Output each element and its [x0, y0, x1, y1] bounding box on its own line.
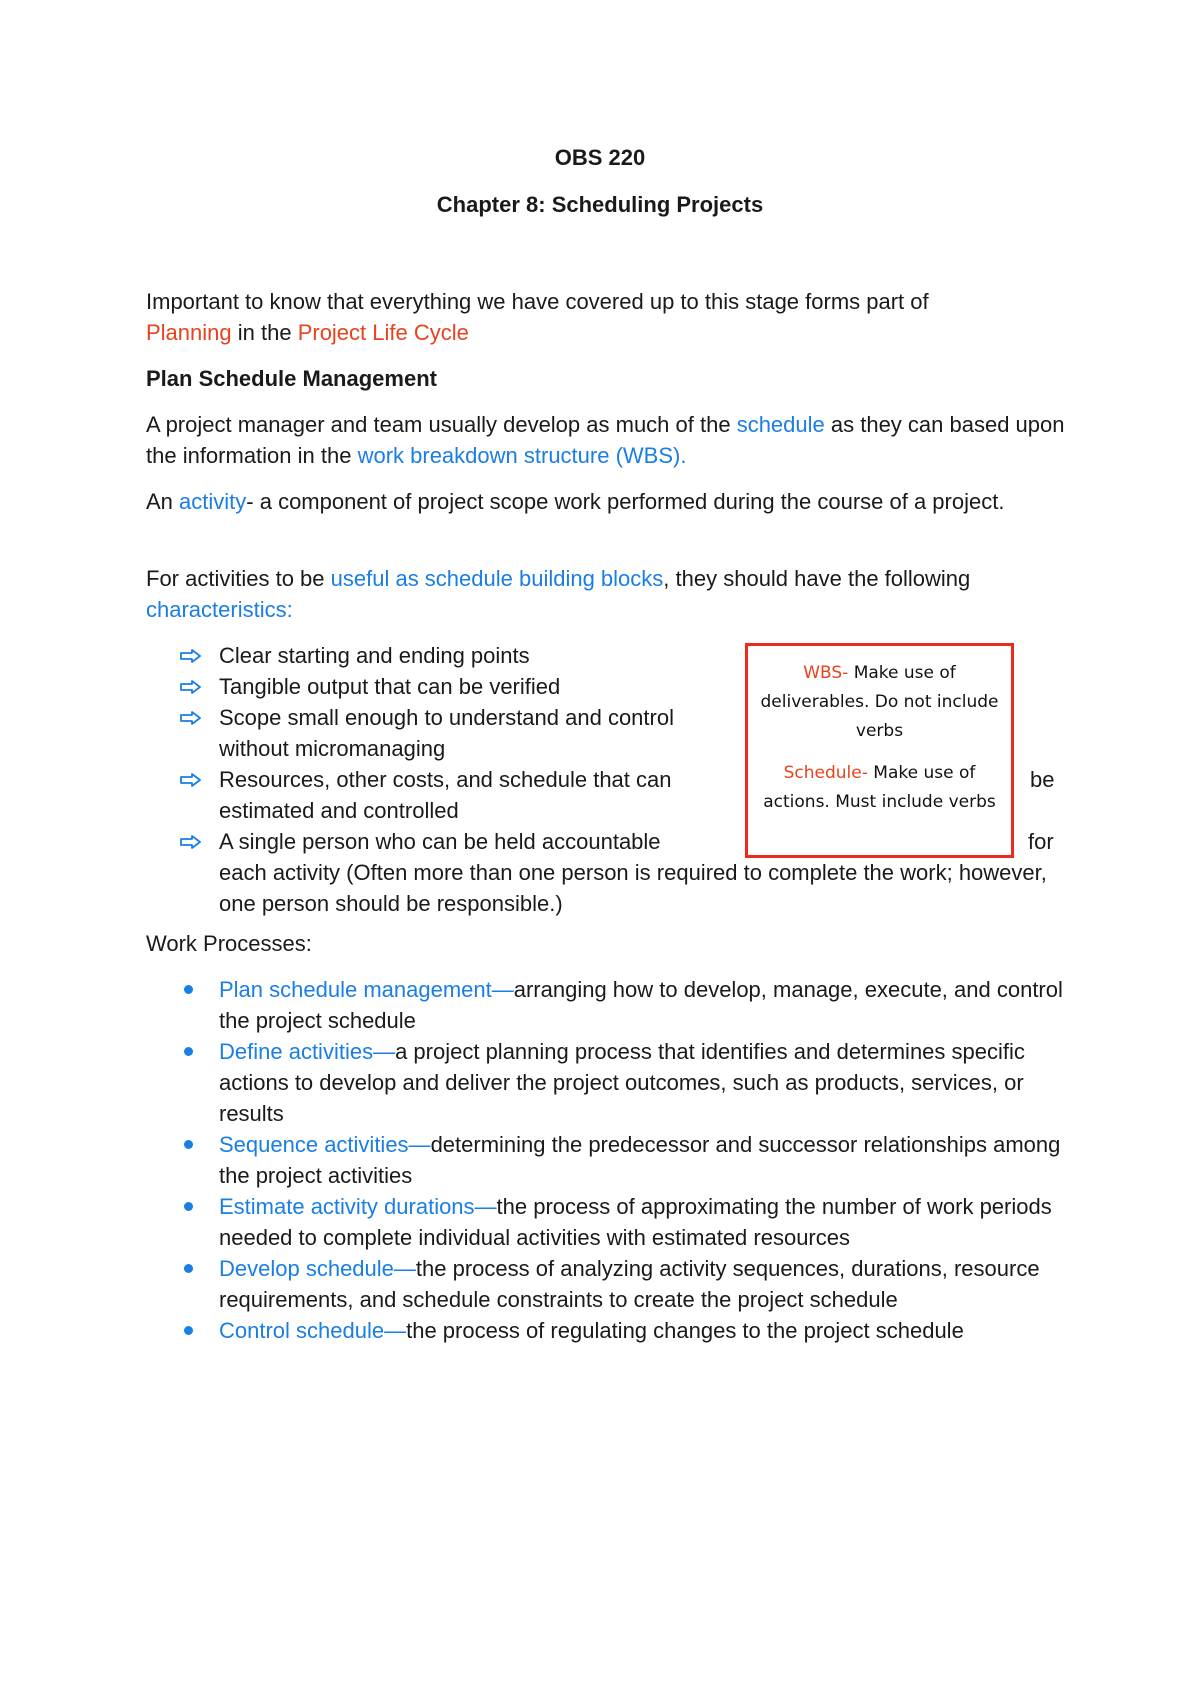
process-desc: arranging how to develop, manage, execute, and control the project schedule	[219, 977, 1063, 1033]
activity-paragraph	[146, 486, 1066, 517]
tail-word-be: be	[1030, 767, 1055, 792]
wbs-note-label: WBS-	[803, 663, 849, 683]
work-processes-label: Work Processes:	[146, 931, 312, 956]
right-arrow-outline-icon	[180, 680, 202, 694]
blue-dot-icon	[184, 985, 193, 994]
chapter-title: Chapter 8: Scheduling Projects	[436, 192, 764, 217]
tail-word-for: for	[1028, 829, 1054, 854]
p2-text-b: - a component of project scope work performed during the course of a project.	[246, 489, 1005, 514]
p3-text-a: For activities to be	[146, 566, 331, 591]
list-item	[180, 826, 740, 857]
wbs-schedule-note-box	[745, 643, 1014, 858]
right-arrow-outline-icon	[180, 835, 202, 849]
p2-text-a: An	[146, 489, 180, 514]
blue-dot-icon	[184, 1326, 193, 1335]
p1-text-b: as they can based upon the information in the	[146, 412, 1065, 468]
process-desc: a project planning process that identifies and determines specific actions to develop and deliver the project outcomes, such as products, services, or results	[219, 1039, 1025, 1126]
characteristic-text: Resources, other costs, and schedule that can	[219, 767, 672, 792]
process-term: Sequence activities—	[219, 1132, 431, 1157]
p1-text-a: A project manager and team usually develop as much of the	[146, 412, 737, 437]
list-item	[180, 702, 740, 764]
wbs-note-text: Make use of deliverables. Do not include verbs	[760, 663, 999, 741]
characteristics-term: characteristics	[146, 597, 287, 622]
right-arrow-outline-icon	[180, 711, 202, 725]
process-term: Develop schedule—	[219, 1256, 416, 1281]
project-life-cycle-term: Project Life Cycle	[297, 320, 469, 345]
list-item	[180, 974, 1080, 1036]
course-title: OBS 220	[554, 145, 646, 170]
list-item	[180, 1129, 1080, 1191]
list-item	[180, 671, 740, 702]
blue-dot-icon	[184, 1264, 193, 1273]
characteristic-text: Tangible output that can be verified	[219, 674, 561, 699]
work-processes-list	[180, 974, 1080, 1346]
intro-text: Important to know that everything we have covered up to this stage forms part of	[146, 289, 929, 314]
process-term: Plan schedule management—	[219, 977, 514, 1002]
schedule-note	[748, 759, 1011, 817]
list-item	[180, 1253, 1080, 1315]
blue-dot-icon	[184, 1047, 193, 1056]
characteristics-list	[180, 640, 740, 857]
process-desc: the process of approximating the number of work periods needed to complete individual activities with estimated resources	[219, 1194, 1052, 1250]
right-arrow-outline-icon	[180, 649, 202, 663]
process-term: Control schedule—	[219, 1318, 407, 1343]
process-desc: determining the predecessor and successor relationships among the project activities	[219, 1132, 1061, 1188]
wbs-note	[748, 659, 1011, 746]
intro-paragraph	[146, 286, 1066, 348]
list-item	[180, 1191, 1080, 1253]
right-arrow-outline-icon	[180, 773, 202, 787]
building-blocks-term: useful as schedule building blocks	[330, 566, 664, 591]
p3-colon: :	[286, 597, 293, 622]
characteristic-text: Clear starting and ending points	[219, 643, 530, 668]
intro-connector: in the	[231, 320, 298, 345]
activity-term: activity	[179, 489, 247, 514]
characteristic-continuation: each activity (Often more than one person is required to complete the work; however, one person should be responsible.)	[219, 860, 1047, 916]
characteristic-text: A single person who can be held accountable	[219, 829, 661, 854]
process-term: Estimate activity durations—	[219, 1194, 497, 1219]
blue-dot-icon	[184, 1202, 193, 1211]
blue-dot-icon	[184, 1140, 193, 1149]
section-heading: Plan Schedule Management	[146, 366, 437, 391]
schedule-paragraph	[146, 409, 1066, 471]
characteristic-text: Scope small enough to understand and control without micromanaging	[219, 705, 674, 761]
list-item	[180, 640, 740, 671]
process-term: Define activities—	[219, 1039, 396, 1064]
process-desc: the process of regulating changes to the project schedule	[406, 1318, 964, 1343]
schedule-note-label: Schedule-	[783, 763, 868, 783]
p3-text-b: , they should have the following	[663, 566, 971, 591]
characteristics-paragraph	[146, 563, 1066, 625]
planning-term: Planning	[146, 320, 232, 345]
list-item	[180, 1036, 1080, 1129]
list-item	[180, 764, 740, 826]
schedule-note-text: Make use of actions. Must include verbs	[763, 763, 996, 812]
list-item	[180, 1315, 1080, 1346]
process-desc: the process of analyzing activity sequences, durations, resource requirements, and schedule constraints to create the project schedule	[219, 1256, 1040, 1312]
schedule-term: schedule	[736, 412, 825, 437]
wbs-term: work breakdown structure (WBS).	[357, 443, 687, 468]
characteristic-text-cont: estimated and controlled	[219, 798, 459, 823]
